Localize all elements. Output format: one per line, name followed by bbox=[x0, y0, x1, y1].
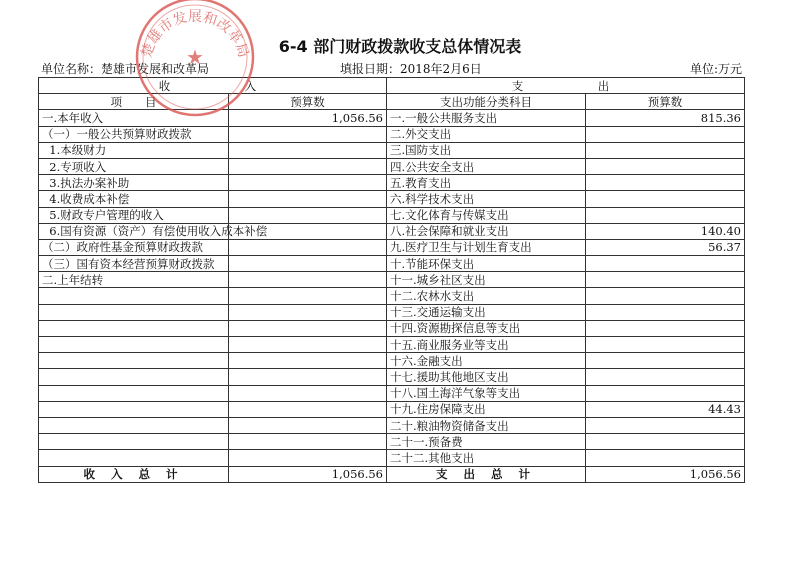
expense-item-cell: 十.节能环保支出 bbox=[387, 256, 586, 272]
income-item-cell: 6.国有资源（资产）有偿使用收入成本补偿 bbox=[39, 223, 229, 239]
income-item-cell: （一）一般公共预算财政拨款 bbox=[39, 126, 229, 142]
expense-total-label: 支 出 总 计 bbox=[387, 466, 586, 482]
income-item-cell bbox=[39, 401, 229, 417]
expense-item-cell: 十四.资源勘探信息等支出 bbox=[387, 320, 586, 336]
unit-name: 单位名称：楚雄市发展和改革局 bbox=[41, 62, 210, 76]
income-value-cell bbox=[229, 158, 387, 174]
table-row bbox=[39, 272, 745, 288]
income-value-cell bbox=[229, 320, 387, 336]
table-row bbox=[39, 239, 745, 255]
income-value-cell bbox=[229, 126, 387, 142]
section-header-row bbox=[39, 78, 745, 94]
page-title: 6-4 部门财政拨款收支总体情况表 bbox=[278, 37, 522, 56]
income-item-cell: 5.财政专户管理的收入 bbox=[39, 207, 229, 223]
column-header-row bbox=[39, 94, 745, 110]
income-item-cell bbox=[39, 304, 229, 320]
income-item-cell: （三）国有资本经营预算财政拨款 bbox=[39, 256, 229, 272]
income-value-cell bbox=[229, 239, 387, 255]
expense-item-cell: 一.一般公共服务支出 bbox=[387, 110, 586, 126]
income-section-header: 收 入 bbox=[39, 78, 387, 94]
expense-item-cell: 八.社会保障和就业支出 bbox=[387, 223, 586, 239]
expense-value-cell bbox=[586, 450, 745, 466]
expense-item-cell: 十六.金融支出 bbox=[387, 353, 586, 369]
expense-item-cell: 二十二.其他支出 bbox=[387, 450, 586, 466]
income-item-cell: 一.本年收入 bbox=[39, 110, 229, 126]
expense-value-cell bbox=[586, 175, 745, 191]
expense-item-cell: 十八.国土海洋气象等支出 bbox=[387, 385, 586, 401]
expense-item-cell: 十五.商业服务业等支出 bbox=[387, 337, 586, 353]
table-row bbox=[39, 369, 745, 385]
table-row bbox=[39, 158, 745, 174]
table-row bbox=[39, 191, 745, 207]
income-value-cell bbox=[229, 142, 387, 158]
expense-budget-header: 预算数 bbox=[586, 94, 745, 110]
income-value-cell bbox=[229, 450, 387, 466]
income-item-cell: 1.本级财力 bbox=[39, 142, 229, 158]
expense-value-cell bbox=[586, 256, 745, 272]
expense-value-cell bbox=[586, 142, 745, 158]
expense-value-cell bbox=[586, 320, 745, 336]
expense-category-header: 支出功能分类科目 bbox=[387, 94, 586, 110]
income-item-cell: （二）政府性基金预算财政拨款 bbox=[39, 239, 229, 255]
income-value-cell bbox=[229, 207, 387, 223]
income-item-cell: 3.执法办案补助 bbox=[39, 175, 229, 191]
expense-value-cell bbox=[586, 272, 745, 288]
currency-unit: 单位:万元 bbox=[689, 62, 742, 76]
income-item-cell bbox=[39, 450, 229, 466]
table-row bbox=[39, 401, 745, 417]
expense-value-cell bbox=[586, 191, 745, 207]
seal-star: ★ bbox=[186, 45, 204, 69]
income-value-cell bbox=[229, 191, 387, 207]
expense-item-cell: 十二.农林水支出 bbox=[387, 288, 586, 304]
expense-item-cell: 四.公共安全支出 bbox=[387, 158, 586, 174]
expense-value-cell bbox=[586, 417, 745, 433]
table-row bbox=[39, 450, 745, 466]
income-item-cell bbox=[39, 417, 229, 433]
expense-item-cell: 十一.城乡社区支出 bbox=[387, 272, 586, 288]
expense-item-cell: 六.科学技术支出 bbox=[387, 191, 586, 207]
expense-value-cell bbox=[586, 304, 745, 320]
expense-value-cell bbox=[586, 337, 745, 353]
expense-item-cell: 十七.援助其他地区支出 bbox=[387, 369, 586, 385]
income-item-cell bbox=[39, 353, 229, 369]
expense-item-cell: 五.教育支出 bbox=[387, 175, 586, 191]
expense-value-cell bbox=[586, 288, 745, 304]
expense-item-cell: 二.外交支出 bbox=[387, 126, 586, 142]
table-row bbox=[39, 288, 745, 304]
table-row bbox=[39, 110, 745, 126]
income-item-cell: 二.上年结转 bbox=[39, 272, 229, 288]
table-row bbox=[39, 223, 745, 239]
income-item-cell bbox=[39, 369, 229, 385]
income-value-cell bbox=[229, 417, 387, 433]
item-header: 项 目 bbox=[39, 94, 229, 110]
expense-item-cell: 九.医疗卫生与计划生育支出 bbox=[387, 239, 586, 255]
table-row bbox=[39, 304, 745, 320]
table-row bbox=[39, 126, 745, 142]
expense-item-cell: 二十.粮油物资储备支出 bbox=[387, 417, 586, 433]
expense-value-cell: 815.36 bbox=[586, 110, 745, 126]
expense-value-cell: 140.40 bbox=[586, 223, 745, 239]
expense-value-cell bbox=[586, 369, 745, 385]
table-row bbox=[39, 175, 745, 191]
expense-value-cell bbox=[586, 126, 745, 142]
income-total-label: 收 入 总 计 bbox=[39, 466, 229, 482]
expense-item-cell: 十九.住房保障支出 bbox=[387, 401, 586, 417]
income-value-cell bbox=[229, 272, 387, 288]
expense-item-cell: 七.文化体育与传媒支出 bbox=[387, 207, 586, 223]
expense-value-cell bbox=[586, 434, 745, 450]
table-row bbox=[39, 353, 745, 369]
income-value-cell bbox=[229, 337, 387, 353]
income-item-cell bbox=[39, 434, 229, 450]
expense-value-cell bbox=[586, 385, 745, 401]
table-row bbox=[39, 142, 745, 158]
table-row bbox=[39, 337, 745, 353]
income-budget-header: 预算数 bbox=[229, 94, 387, 110]
expense-value-cell bbox=[586, 207, 745, 223]
income-value-cell: 1,056.56 bbox=[229, 110, 387, 126]
expense-item-cell: 十三.交通运输支出 bbox=[387, 304, 586, 320]
expense-item-cell: 三.国防支出 bbox=[387, 142, 586, 158]
totals-row bbox=[39, 466, 745, 482]
income-item-cell bbox=[39, 288, 229, 304]
fill-date: 填报日期：2018年2月6日 bbox=[340, 62, 482, 76]
income-value-cell bbox=[229, 288, 387, 304]
seal-text-path: 楚雄市发展和改革局 bbox=[138, 8, 252, 60]
income-total-value: 1,056.56 bbox=[229, 466, 387, 482]
table-row bbox=[39, 256, 745, 272]
income-item-cell bbox=[39, 385, 229, 401]
expense-value-cell: 44.43 bbox=[586, 401, 745, 417]
income-item-cell: 4.收费成本补偿 bbox=[39, 191, 229, 207]
expense-value-cell bbox=[586, 158, 745, 174]
income-value-cell bbox=[229, 369, 387, 385]
income-value-cell bbox=[229, 304, 387, 320]
expense-total-value: 1,056.56 bbox=[586, 466, 745, 482]
income-item-cell bbox=[39, 337, 229, 353]
table-row bbox=[39, 417, 745, 433]
income-value-cell bbox=[229, 175, 387, 191]
expense-item-cell: 二十一.预备费 bbox=[387, 434, 586, 450]
expense-value-cell bbox=[586, 353, 745, 369]
table-row bbox=[39, 207, 745, 223]
income-value-cell bbox=[229, 256, 387, 272]
income-value-cell bbox=[229, 434, 387, 450]
income-value-cell bbox=[229, 353, 387, 369]
budget-table bbox=[38, 77, 745, 483]
income-item-cell: 2.专项收入 bbox=[39, 158, 229, 174]
table-row bbox=[39, 385, 745, 401]
table-row bbox=[39, 434, 745, 450]
income-item-cell bbox=[39, 320, 229, 336]
income-value-cell bbox=[229, 401, 387, 417]
income-value-cell bbox=[229, 385, 387, 401]
table-row bbox=[39, 320, 745, 336]
expense-section-header: 支 出 bbox=[387, 78, 745, 94]
expense-value-cell: 56.37 bbox=[586, 239, 745, 255]
